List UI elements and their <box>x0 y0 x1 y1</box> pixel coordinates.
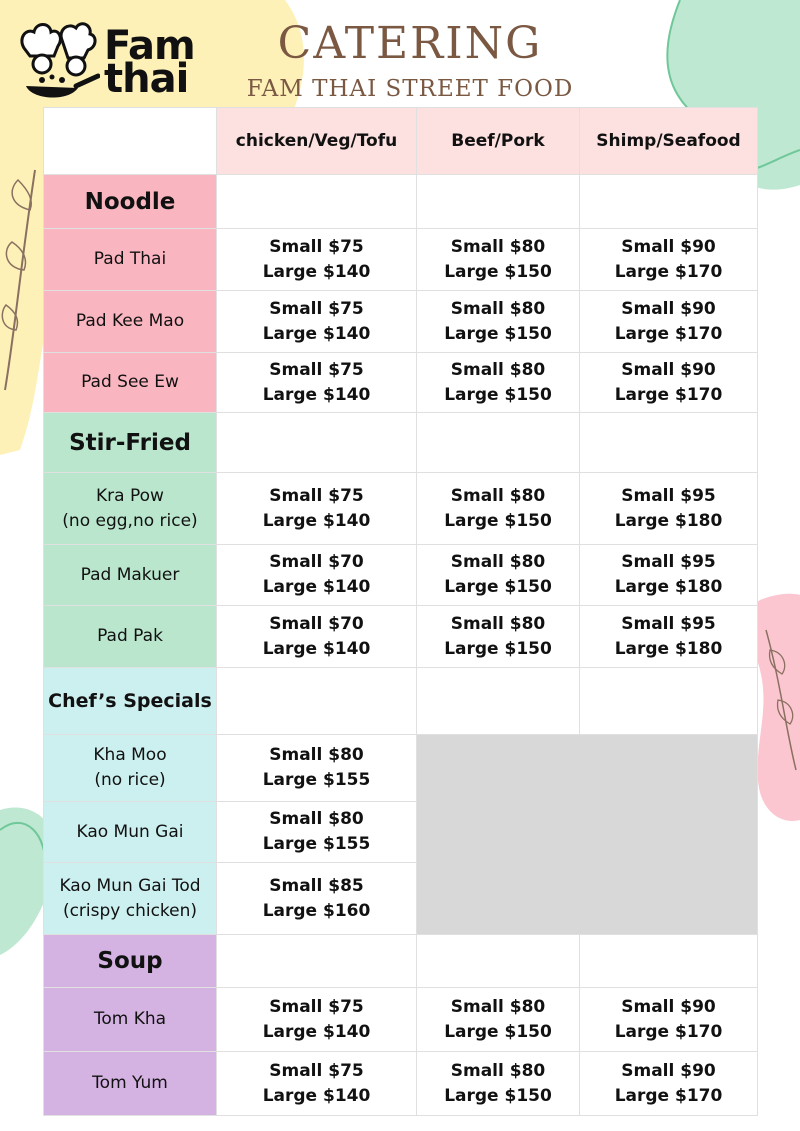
small-price: Small $80 <box>450 298 546 319</box>
empty-cell <box>580 935 758 988</box>
empty-cell <box>217 413 417 473</box>
section-label-stir-fried: Stir-Fried <box>44 413 217 473</box>
column-header-seafood: Shimp/Seafood <box>580 108 758 175</box>
small-price: Small $80 <box>450 552 546 572</box>
column-header-row <box>44 108 758 175</box>
item-name-text: Kra Pow <box>96 485 164 506</box>
section-label-soup: Soup <box>44 935 217 988</box>
item-name-text: Pad See Ew <box>81 372 179 392</box>
item-name-text: Pad Makuer <box>80 564 180 585</box>
page-subtitle: FAM THAI STREET FOOD <box>246 76 574 102</box>
large-price: Large $150 <box>444 261 552 282</box>
small-price: Small $80 <box>269 809 364 829</box>
small-price: Small $75 <box>269 359 364 380</box>
price-cell <box>417 473 580 545</box>
price-cell <box>580 1052 758 1116</box>
large-price: Large $150 <box>444 1085 552 1106</box>
large-price: Large $150 <box>444 1021 552 1042</box>
price-cell <box>217 545 417 606</box>
section-label-chefs-specials: Chef’s Specials <box>44 668 217 735</box>
price-cell <box>217 802 417 863</box>
price-cell <box>580 545 758 606</box>
section-row-chefs-specials <box>44 668 758 735</box>
item-name <box>44 863 217 935</box>
large-price: Large $170 <box>614 1021 723 1042</box>
large-price: Large $150 <box>444 577 552 597</box>
small-price: Small $75 <box>269 1060 364 1081</box>
unavailable-options-block <box>417 735 758 935</box>
small-price: Small $90 <box>621 236 716 257</box>
item-name-text: Pad Pak <box>97 626 163 646</box>
price-cell <box>217 229 417 291</box>
item-name <box>44 353 217 413</box>
price-cell <box>580 473 758 545</box>
section-row-noodle <box>44 175 758 229</box>
small-price: Small $80 <box>450 359 546 380</box>
small-price: Small $80 <box>269 745 364 765</box>
large-price: Large $170 <box>614 384 723 405</box>
small-price: Small $75 <box>269 236 364 257</box>
item-name-text: Tom Kha <box>93 1009 167 1029</box>
price-cell <box>217 988 417 1052</box>
small-price: Small $95 <box>621 485 716 506</box>
large-price: Large $170 <box>614 261 723 282</box>
empty-cell <box>217 935 417 988</box>
large-price: Large $140 <box>262 638 371 659</box>
large-price: Large $140 <box>262 1085 371 1106</box>
price-cell <box>217 473 417 545</box>
menu-row-tom-yum <box>44 1052 758 1116</box>
large-price: Large $150 <box>444 510 552 531</box>
item-note: (no rice) <box>94 770 166 790</box>
item-name-text: Pad Kee Mao <box>75 311 185 331</box>
small-price: Small $85 <box>269 875 364 896</box>
large-price: Large $180 <box>614 638 723 659</box>
price-cell <box>580 291 758 353</box>
catering-price-table <box>43 107 758 1116</box>
item-name-text: Tom Yum <box>92 1073 168 1093</box>
item-name <box>44 988 217 1052</box>
price-cell <box>580 229 758 291</box>
large-price: Large $140 <box>262 577 371 597</box>
price-cell <box>417 1052 580 1116</box>
chef-cooking-icon <box>18 20 100 106</box>
menu-row-pad-thai <box>44 229 758 291</box>
small-price: Small $75 <box>269 298 364 319</box>
small-price: Small $80 <box>450 613 546 634</box>
item-name-text: Kha Moo <box>93 745 167 765</box>
large-price: Large $160 <box>262 900 371 921</box>
empty-cell <box>417 413 580 473</box>
price-cell <box>580 606 758 668</box>
menu-row-pad-kee-mao <box>44 291 758 353</box>
large-price: Large $180 <box>614 577 723 597</box>
price-cell <box>580 988 758 1052</box>
brand-name <box>104 23 195 102</box>
section-row-stir-fried <box>44 413 758 473</box>
item-name <box>44 1052 217 1116</box>
small-price: Small $95 <box>621 613 716 634</box>
large-price: Large $140 <box>262 323 371 344</box>
price-cell <box>417 291 580 353</box>
large-price: Large $150 <box>444 638 552 659</box>
small-price: Small $90 <box>621 996 716 1017</box>
item-name-text: Kao Mun Gai <box>76 821 184 842</box>
item-note: (crispy chicken) <box>62 900 198 921</box>
large-price: Large $155 <box>262 834 371 854</box>
item-name <box>44 735 217 802</box>
small-price: Small $90 <box>621 298 716 319</box>
small-price: Small $90 <box>621 1060 716 1081</box>
price-cell <box>580 353 758 413</box>
small-price: Small $80 <box>450 236 546 257</box>
section-label-noodle: Noodle <box>44 175 217 229</box>
large-price: Large $170 <box>614 1085 723 1106</box>
empty-cell <box>217 175 417 229</box>
price-cell <box>417 545 580 606</box>
price-cell <box>217 1052 417 1116</box>
menu-row-pad-makuer <box>44 545 758 606</box>
brand-name-line2: thai <box>104 56 189 102</box>
empty-cell <box>580 413 758 473</box>
large-price: Large $180 <box>614 510 723 531</box>
menu-row-pad-pak <box>44 606 758 668</box>
brand-logo <box>18 18 200 108</box>
leaf-branch-icon <box>756 620 800 780</box>
item-name-text: Kao Mun Gai Tod <box>59 875 201 896</box>
empty-cell <box>217 668 417 735</box>
price-cell <box>417 988 580 1052</box>
large-price: Large $140 <box>262 1021 371 1042</box>
section-row-soup <box>44 935 758 988</box>
empty-cell <box>417 668 580 735</box>
column-header-beef-pork: Beef/Pork <box>417 108 580 175</box>
large-price: Large $140 <box>262 261 371 282</box>
item-name <box>44 473 217 545</box>
large-price: Large $140 <box>262 384 371 405</box>
item-note: (no egg,no rice) <box>62 510 198 531</box>
small-price: Small $80 <box>450 485 546 506</box>
item-name <box>44 229 217 291</box>
item-name-text: Pad Thai <box>93 249 167 269</box>
page-title: CATERING <box>277 18 543 69</box>
small-price: Small $80 <box>450 1060 546 1081</box>
menu-row-tom-kha <box>44 988 758 1052</box>
empty-cell <box>417 935 580 988</box>
item-name <box>44 545 217 606</box>
price-cell <box>217 353 417 413</box>
price-cell <box>217 606 417 668</box>
empty-cell <box>580 668 758 735</box>
large-price: Large $150 <box>444 384 552 405</box>
small-price: Small $95 <box>621 552 716 572</box>
menu-row-pad-see-ew <box>44 353 758 413</box>
small-price: Small $80 <box>450 996 546 1017</box>
large-price: Large $140 <box>262 510 371 531</box>
empty-cell <box>580 175 758 229</box>
price-cell <box>217 291 417 353</box>
brand-name-line1: Fam <box>104 23 195 70</box>
column-header-chicken-veg-tofu: chicken/Veg/Tofu <box>217 108 417 175</box>
price-cell <box>417 606 580 668</box>
small-price: Small $90 <box>621 359 716 380</box>
small-price: Small $75 <box>269 996 364 1017</box>
table-corner <box>44 108 217 175</box>
price-cell <box>417 229 580 291</box>
large-price: Large $155 <box>262 770 371 790</box>
menu-row-kra-pow <box>44 473 758 545</box>
large-price: Large $150 <box>444 323 552 344</box>
small-price: Small $70 <box>269 552 364 572</box>
item-name <box>44 606 217 668</box>
small-price: Small $75 <box>269 485 364 506</box>
large-price: Large $170 <box>614 323 723 344</box>
price-cell <box>417 353 580 413</box>
price-cell <box>217 863 417 935</box>
price-cell <box>217 735 417 802</box>
menu-row-kha-moo <box>44 735 758 802</box>
item-name <box>44 802 217 863</box>
empty-cell <box>417 175 580 229</box>
small-price: Small $70 <box>269 613 364 634</box>
item-name <box>44 291 217 353</box>
